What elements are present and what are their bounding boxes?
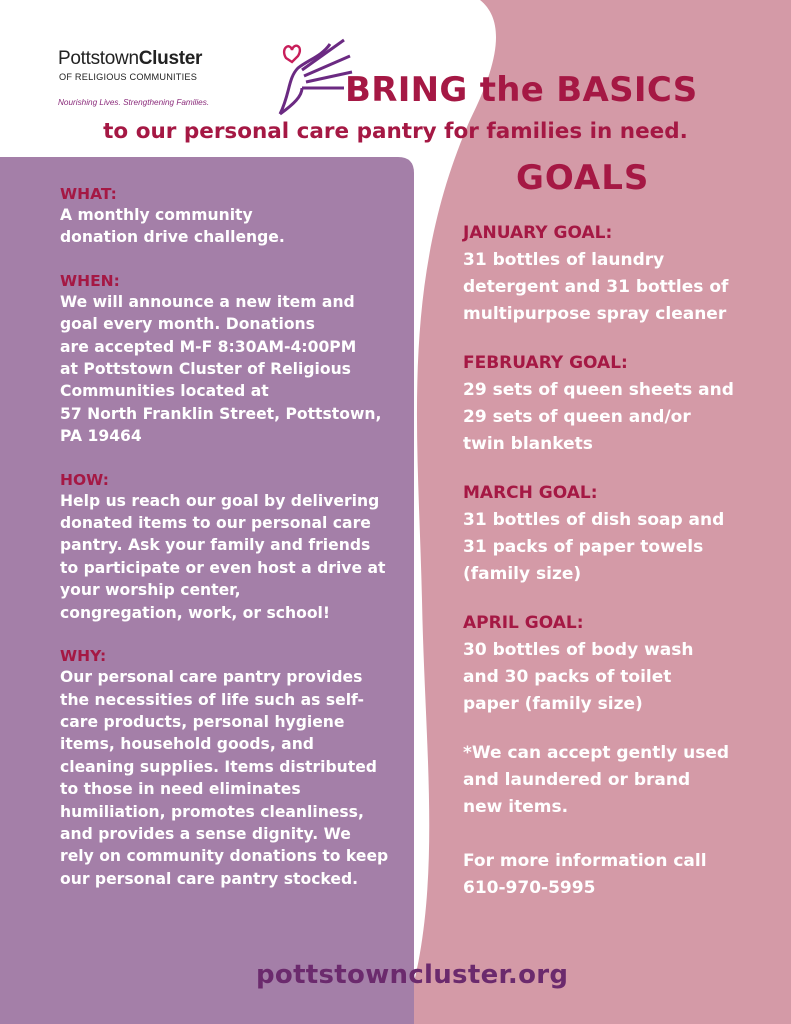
what-body: A monthly community donation drive challenge.: [60, 206, 285, 247]
how-section: [60, 470, 410, 624]
when-heading: WHEN:: [60, 271, 120, 290]
january-goal: [463, 220, 783, 328]
what-heading: WHAT:: [60, 185, 117, 203]
logo-name: PottstownCluster: [58, 48, 203, 69]
heart-hand-icon: [272, 34, 356, 116]
info-column: [60, 184, 410, 912]
when-section: [60, 271, 410, 448]
goal-heading: FEBRUARY GOAL:: [463, 353, 628, 373]
organization-logo: [58, 48, 358, 118]
why-heading: WHY:: [60, 647, 107, 666]
subheadline: to our personal care pantry for families in need.: [103, 119, 688, 144]
donation-note: *We can accept gently used and laundered or brand new items.: [463, 743, 730, 817]
logo-tagline: Nourishing Lives. Strengthening Families.: [58, 98, 210, 107]
why-section: [60, 646, 410, 890]
goals-column: [463, 220, 783, 929]
goal-body: 31 bottles of laundry detergent and 31 bottles of multipurpose spray cleaner: [463, 250, 729, 324]
goal-heading: JANUARY GOAL:: [463, 223, 613, 243]
contact-info: For more information call 610-970-5995: [463, 851, 707, 898]
goal-body: 29 sets of queen sheets and 29 sets of queen and/or twin blankets: [463, 380, 734, 454]
why-body: Our personal care pantry provides the necessities of life such as self- care products, personal hygiene items, household goods, and cleaning supplies. Items distributed to those in need eliminates humiliation, promotes cleanliness, and provides a sense dignity. We rely on community donations to keep our personal care pantry stocked.: [60, 668, 389, 888]
how-heading: HOW:: [60, 470, 109, 489]
what-section: [60, 184, 410, 249]
goal-body: 31 bottles of dish soap and 31 packs of paper towels (family size): [463, 510, 725, 584]
march-goal: [463, 480, 783, 588]
february-goal: [463, 350, 783, 458]
goal-body: 30 bottles of body wash and 30 packs of toilet paper (family size): [463, 640, 694, 714]
how-body: Help us reach our goal by delivering donated items to our personal care pantry. Ask your family and friends to participate or even host a drive at your worship center, congregation, work, or school!: [60, 491, 386, 622]
april-goal: [463, 610, 783, 718]
logo-subtitle: OF RELIGIOUS COMMUNITIES: [59, 72, 198, 82]
goals-title: GOALS: [516, 158, 650, 198]
goal-heading: APRIL GOAL:: [463, 613, 584, 633]
headline: BRING the BASICS: [345, 70, 698, 110]
goal-heading: MARCH GOAL:: [463, 483, 598, 503]
when-body: We will announce a new item and goal every month. Donations are accepted M-F 8:30AM-4:00PM at Pottstown Cluster of Religious Communities located at 57 North Franklin Street, Pottstown, PA 19464: [60, 292, 382, 446]
website-link[interactable]: pottstowncluster.org: [256, 960, 569, 990]
